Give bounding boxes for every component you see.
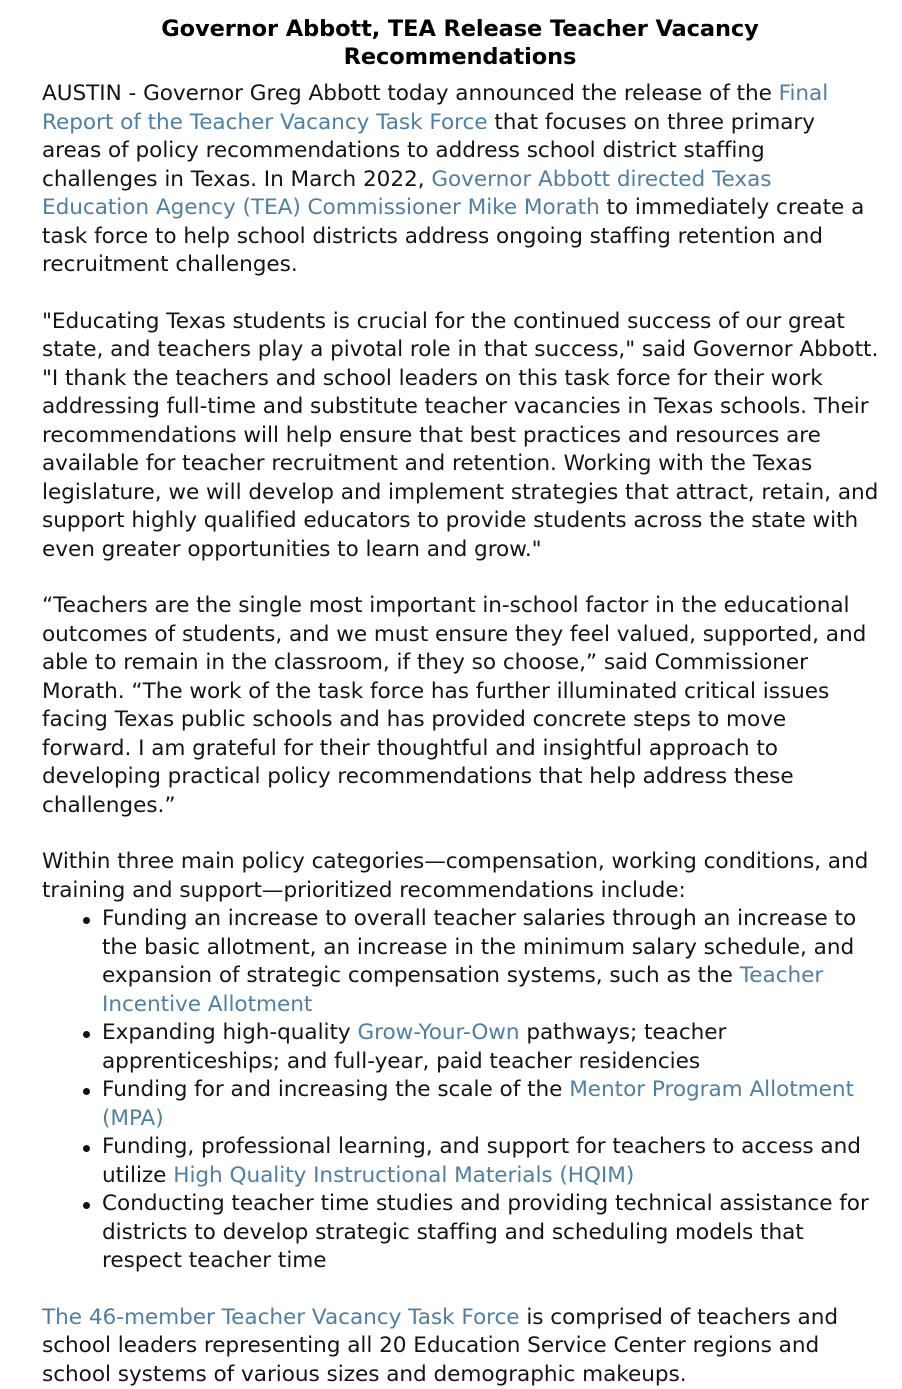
link-grow-your-own[interactable]: Grow-Your-Own <box>357 1020 520 1046</box>
document-body <box>42 80 878 1389</box>
bullet-icon <box>83 1088 90 1095</box>
paragraph-abbott-quote: "Educating Texas students is crucial for the continued success of our great state, and teachers play a pivotal role in that success," said Governor Abbott. "I thank the teachers and school leaders on this task force for their work addressing full-time and substitute teacher vacancies in Texas schools. Their recommendations will help ensure that best practices and resources are available for teacher recruitment and retention. Working with the Texas legislature, we will develop and implement strategies that attract, retain, and support highly qualified educators to provide students across the state with even greater opportunities to learn and grow." <box>42 308 879 562</box>
page-title: Governor Abbott, TEA Release Teacher Vacancy Recommendations <box>161 16 759 71</box>
bullet-icon <box>83 1145 90 1152</box>
link-46-member-teacher-vacancy-task-force[interactable]: The 46-member Teacher Vacancy Task Force <box>42 1304 520 1330</box>
list-item-text-segment-2: pathways; teacher apprenticeships; and full-year, paid teacher residencies <box>102 1020 727 1074</box>
list-item-text-segment-1: Funding an increase to overall teacher salaries through an increase to the basic allotment, an increase in the minimum salary schedule, and expansion of strategic compensation systems, such as the <box>102 906 857 989</box>
link-high-quality-instructional-materials[interactable]: High Quality Instructional Materials (HQIM) <box>173 1162 635 1188</box>
list-item-text-segment-1: Expanding high-quality <box>102 1020 358 1046</box>
list-item <box>42 1076 880 1133</box>
bullet-icon <box>83 1202 90 1209</box>
link-teacher-incentive-allotment[interactable]: Teacher Incentive Allotment <box>102 963 824 1017</box>
paragraph-1-text-segment-1: AUSTIN - Governor Greg Abbott today announced the release of the <box>42 81 779 107</box>
bullet-icon <box>83 1031 90 1038</box>
list-item <box>42 1190 880 1276</box>
paragraph-5-text-segment-1: is comprised of teachers and school leaders representing all 20 Education Service Center regions and school systems of various sizes and demographic makeups. <box>42 1304 838 1387</box>
paragraph-1-text-segment-3: to immediately create a task force to help school districts address ongoing staffing retention and recruitment challenges. <box>42 195 865 278</box>
list-item <box>42 1019 880 1076</box>
list-item-text-segment-1: Funding for and increasing the scale of the <box>102 1077 570 1103</box>
link-mentor-program-allotment[interactable]: Mentor Program Allotment (MPA) <box>102 1077 854 1131</box>
paragraph-policy-categories-intro: Within three main policy categories—compensation, working conditions, and training and support—prioritized recommendations include: <box>42 849 869 903</box>
paragraph-1-text-segment-2: that focuses on three primary areas of policy recommendations to address school district staffing challenges in Texas. In March 2022, <box>42 109 815 192</box>
list-item-text-segment-1: Conducting teacher time studies and providing technical assistance for districts to develop strategic staffing and scheduling models that respect teacher time <box>102 1191 869 1274</box>
list-item <box>42 1133 880 1190</box>
link-governor-abbott-directed-tea-commissioner[interactable]: Governor Abbott directed Texas Education Agency (TEA) Commissioner Mike Morath <box>42 166 772 221</box>
paragraph-announcement <box>42 80 880 280</box>
recommendations-list <box>42 905 880 1276</box>
paragraph-morath-quote: “Teachers are the single most important in-school factor in the educational outcomes of students, and we must ensure they feel valued, supported, and able to remain in the classroom, if they so choose,” said Commissioner Morath. “The work of the task force has further illuminated critical issues facing Texas public schools and has provided concrete steps to move forward. I am grateful for their thoughtful and insightful approach to developing practical policy recommendations that help address these challenges.” <box>42 593 867 818</box>
link-final-report-teacher-vacancy-task-force[interactable]: Final Report of the Teacher Vacancy Task Force <box>42 81 829 135</box>
list-item <box>42 905 880 1019</box>
list-item-text-segment-1: Funding, professional learning, and support for teachers to access and utilize <box>102 1134 861 1188</box>
paragraph-task-force-composition <box>42 1304 880 1389</box>
bullet-icon <box>83 917 90 924</box>
